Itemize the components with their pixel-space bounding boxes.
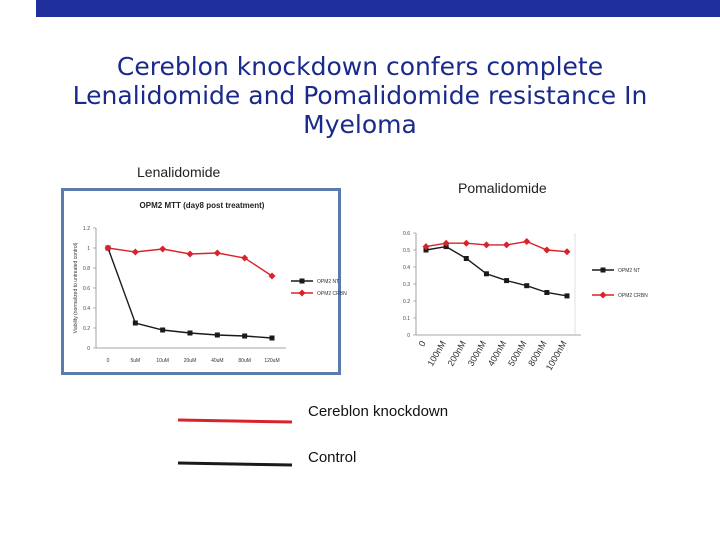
data-point — [188, 331, 193, 336]
legend-marker — [601, 268, 606, 273]
legend-label: OPM2 NT — [618, 268, 641, 274]
data-point — [543, 247, 550, 254]
data-point — [565, 293, 570, 298]
data-point — [484, 271, 489, 276]
legend-control-label: Control — [308, 449, 357, 466]
data-point — [215, 333, 220, 338]
y-tick-label: 0 — [87, 346, 90, 352]
x-tick-label: 120uM — [264, 358, 280, 364]
x-tick-label: 200nM — [445, 339, 469, 368]
data-point — [463, 240, 470, 247]
legend-knockdown-label: Cereblon knockdown — [308, 403, 449, 420]
x-tick-label: 1000nM — [543, 339, 569, 373]
data-point — [464, 256, 469, 261]
legend-marker — [600, 292, 607, 299]
y-tick-label: 0.6 — [83, 286, 90, 292]
y-tick-label: 0.2 — [403, 299, 410, 305]
data-point — [270, 336, 275, 341]
data-point — [504, 278, 509, 283]
legend-label: OPM2 CRBN — [317, 291, 347, 297]
lenalidomide-chart — [63, 190, 348, 374]
legend-control-line — [178, 463, 292, 465]
y-tick-label: 1.2 — [83, 226, 90, 232]
title-line-2: Lenalidomide and Pomalidomide resistance In — [72, 81, 648, 110]
chart-title: OPM2 MTT (day8 post treatment) — [139, 201, 265, 210]
x-tick-label: 20uM — [183, 358, 197, 364]
data-point — [483, 241, 490, 248]
legend-lines — [178, 420, 292, 465]
data-point — [160, 328, 165, 333]
x-tick-label: 400nM — [485, 338, 509, 368]
data-point — [564, 248, 571, 255]
series-line — [426, 247, 567, 296]
y-tick-label: 0 — [407, 333, 410, 339]
y-tick-label: 0.4 — [403, 265, 410, 271]
pomalidomide-label: Pomalidomide — [458, 180, 547, 196]
x-tick-label: 10uM — [156, 358, 169, 364]
x-tick-label: 100nM — [425, 339, 448, 368]
x-tick-label: 800nM — [526, 339, 549, 368]
pomalidomide-chart — [403, 231, 648, 372]
data-point — [503, 241, 510, 248]
y-tick-label: 0.4 — [83, 306, 90, 312]
y-tick-label: 1 — [87, 246, 90, 252]
legend-marker — [300, 279, 305, 284]
legend-label: OPM2 CRBN — [618, 293, 648, 299]
y-tick-label: 0.3 — [403, 282, 410, 288]
y-tick-label: 0.1 — [403, 316, 410, 322]
data-point — [133, 321, 138, 326]
lenalidomide-label: Lenalidomide — [137, 164, 221, 180]
legend-label: OPM2 NT — [317, 279, 340, 285]
y-axis-label: Viability (normalized to untreated control) — [73, 242, 79, 334]
x-tick-label: 500nM — [506, 339, 529, 368]
data-point — [523, 238, 530, 245]
y-tick-label: 0.5 — [403, 248, 410, 254]
x-tick-label: 40uM — [211, 358, 224, 364]
y-tick-label: 0.2 — [83, 326, 90, 332]
x-tick-label: 0 — [416, 339, 428, 349]
title-line-1: Cereblon knockdown confers complete — [116, 52, 604, 81]
y-tick-label: 0.6 — [403, 231, 410, 237]
data-point — [242, 334, 247, 339]
data-point — [524, 283, 529, 288]
x-tick-label: 0 — [106, 358, 110, 364]
title-line-3: Myeloma — [303, 110, 417, 139]
x-tick-label: 80uM — [238, 358, 251, 364]
legend-knockdown-line — [178, 420, 292, 422]
y-tick-label: 0.8 — [83, 266, 90, 272]
data-point — [544, 290, 549, 295]
x-tick-label: 300nM — [465, 339, 489, 368]
x-tick-label: 5uM — [130, 358, 141, 364]
